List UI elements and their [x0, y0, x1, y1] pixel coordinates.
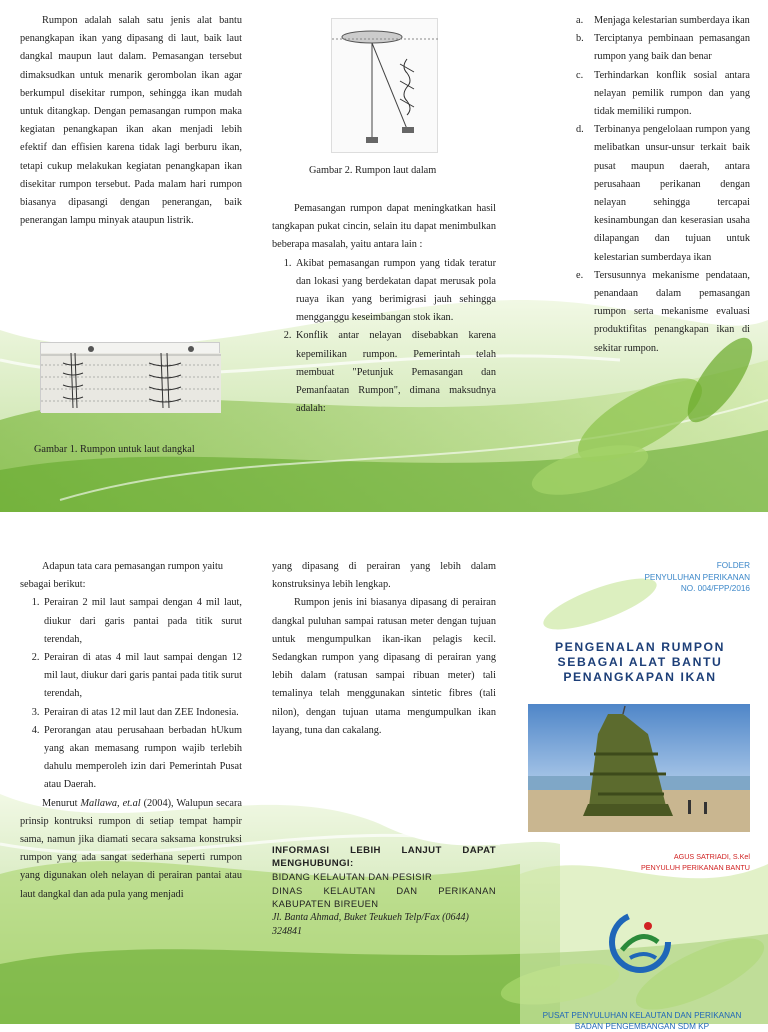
- cover-title: PENGENALAN RUMPON SEBAGAI ALAT BANTU PENANGKAPAN IKAN: [554, 640, 726, 684]
- author-block: [641, 852, 750, 873]
- institution-logo-icon: [604, 906, 676, 978]
- list-item: 1. Akibat pemasangan rumpon yang tidak teratur dan lokasi yang berdekatan dapat merusak pola ruaya ikan yang berimigrasi jauh sehingga mengganggu keseimbangan stok ikan.: [294, 255, 496, 328]
- list-item: d. Terbinanya pengelolaan rumpon yang melibatkan unsur-unsur terkait baik pusat maupun daerah, antara perusahaan perikanan dengan nelayan sehingga tercapai kesinambungan dan keserasian usaha dilapangan dan tujuan untuk kelestarian sumberdaya ikan: [576, 124, 750, 263]
- problems-column: [272, 200, 496, 418]
- procedure-intro-2: sebagai berikut:: [20, 579, 86, 591]
- construction-paragraph: Menurut Mallawa, et.al (2004), Walupun secara prinsip kontruksi rumpon di setiap tempat hampir sama, namun jika diamati secara saksama konstruksi rumpon yang ada sangat sederhana seperti rumpon yang digunakan oleh nelayan di perairan pantai atau laut dangkal dan ada pula yang menjadi: [20, 797, 242, 900]
- figure1-caption: Gambar 1. Rumpon untuk laut dangkal: [34, 444, 195, 455]
- contact-info: [272, 844, 496, 939]
- procedure-intro: Adapun tata cara pemasangan rumpon yaitu: [42, 561, 223, 572]
- figure2-caption: Gambar 2. Rumpon laut dalam: [309, 165, 437, 176]
- problems-list: [272, 255, 496, 419]
- contact-org-1: BIDANG KELAUTAN DAN PESISIR: [272, 871, 433, 882]
- institution-name: PUSAT PENYULUHAN KELAUTAN DAN PERIKANAN BADAN PENGEMBANGAN SDM KP: [542, 1011, 742, 1031]
- list-item: 1. Perairan 2 mil laut sampai dengan 4 mil laut, diukur dari garis pantai pada titik surut terendah,: [42, 594, 242, 649]
- list-item: 2. Konflik antar nelayan disebabkan karena kepemilikan rumpon. Pemerintah telah membuat "Petunjuk Pemasangan dan Pemanfaatan Rumpon", dimana maksudnya adalah:: [294, 327, 496, 418]
- purpose-column: [576, 12, 750, 358]
- list-item: e. Tersusunnya mekanisme pendataan, penandaan dalam pemasangan rumpon serta mekanisme evaluasi produktifitas penangkapan ikan di sekitar rumpon.: [576, 269, 750, 354]
- purpose-list: [576, 12, 750, 358]
- problems-intro: Pemasangan rumpon dapat meningkatkan hasil tangkapan pukat cincin, selain itu dapat menimbulkan beberapa masalah, yaitu antara lain :: [272, 203, 496, 251]
- types-column: [272, 558, 496, 740]
- list-item: a. Menjaga kelestarian sumberdaya ikan: [576, 15, 750, 26]
- list-item: 3. Perairan di atas 12 mil laut dan ZEE Indonesia.: [42, 704, 242, 722]
- brochure-inside-sheet: [0, 0, 768, 512]
- cover-photo: [528, 704, 750, 832]
- procedure-column: [20, 558, 242, 904]
- author-role: PENYULUH PERIKANAN BANTU: [640, 862, 750, 872]
- types-paragraph: Rumpon jenis ini biasanya dipasang di perairan dangkal puluhan sampai ratusan meter dengan tujuan untuk mengumpulkan ikan-ikan pelagis kecil. Sedangkan rumpon yang dipasang di perairan yang lebih dalam (ratusan sampai ribuan meter) tali temalinya telah menggunakan sintetic fibres (tali nilon), dengan tujuan utama mengumpulkan ikan layang, tuna dan cakalang.: [272, 597, 496, 736]
- procedure-list: [20, 594, 242, 794]
- brochure-outside-sheet: [0, 544, 768, 1031]
- folder-label: FOLDER PENYULUHAN PERIKANAN NO. 004/FPP/2016: [644, 561, 750, 593]
- sheet-separator: [0, 512, 768, 544]
- contact-org-2: DINAS KELAUTAN DAN PERIKANAN KABUPATEN BIREUEN: [272, 884, 496, 909]
- intro-paragraph: Rumpon adalah salah satu jenis alat bantu penangkapan ikan yang dipasang di laut, baik laut dangkal maupun laut dalam. Pemasangan tersebut dimaksudkan untuk menarik gerombolan ikan agar berkumpul disekitar rumpon, sehingga ikan mudah untuk ditangkap. Dengan pemasangan rumpon maka kegiatan penangkapan ikan akan menjadi lebih efektif dan effisien karena tidak lagi berburu ikan, tetapi cukup melakukan kegiatan penangkapan ikan disekitar rumpon tersebut. Pada malam hari rumpon biasanya dipasangi dengan penerangan, baik penerangan lampu minyak ataupun listrik.: [20, 15, 242, 227]
- figure-shallow-fad-image: [40, 342, 220, 412]
- contact-heading: INFORMASI LEBIH LANJUT DAPAT MENGHUBUNGI:: [272, 845, 496, 869]
- author-name: AGUS SATRIADI, S.Kel: [673, 852, 750, 861]
- list-item: 2. Perairan di atas 4 mil laut sampai dengan 12 mil laut, diukur dari garis pantai pada titik surut terendah,: [42, 649, 242, 704]
- list-item: 4. Perorangan atau perusahaan berbadan hUkum yang akan memasang rumpon wajib terlebih dahulu memperoleh izin dari Pemerintah Pusat atau Daerah.: [42, 722, 242, 795]
- contact-address: Jl. Banta Ahmad, Buket Teukueh Telp/Fax (0644) 324841: [272, 911, 469, 937]
- intro-column: [20, 12, 242, 230]
- types-continued: yang dipasang di perairan yang lebih dalam konstruksinya lebih lengkap.: [272, 561, 496, 591]
- list-item: c. Terhindarkan konflik sosial antara nelayan pemilik rumpon dan yang tidak memiliki rumpon.: [576, 69, 750, 118]
- list-item: b. Terciptanya pembinaan pemasangan rumpon yang baik dan benar: [576, 33, 750, 63]
- figure-deep-fad-image: [331, 18, 438, 153]
